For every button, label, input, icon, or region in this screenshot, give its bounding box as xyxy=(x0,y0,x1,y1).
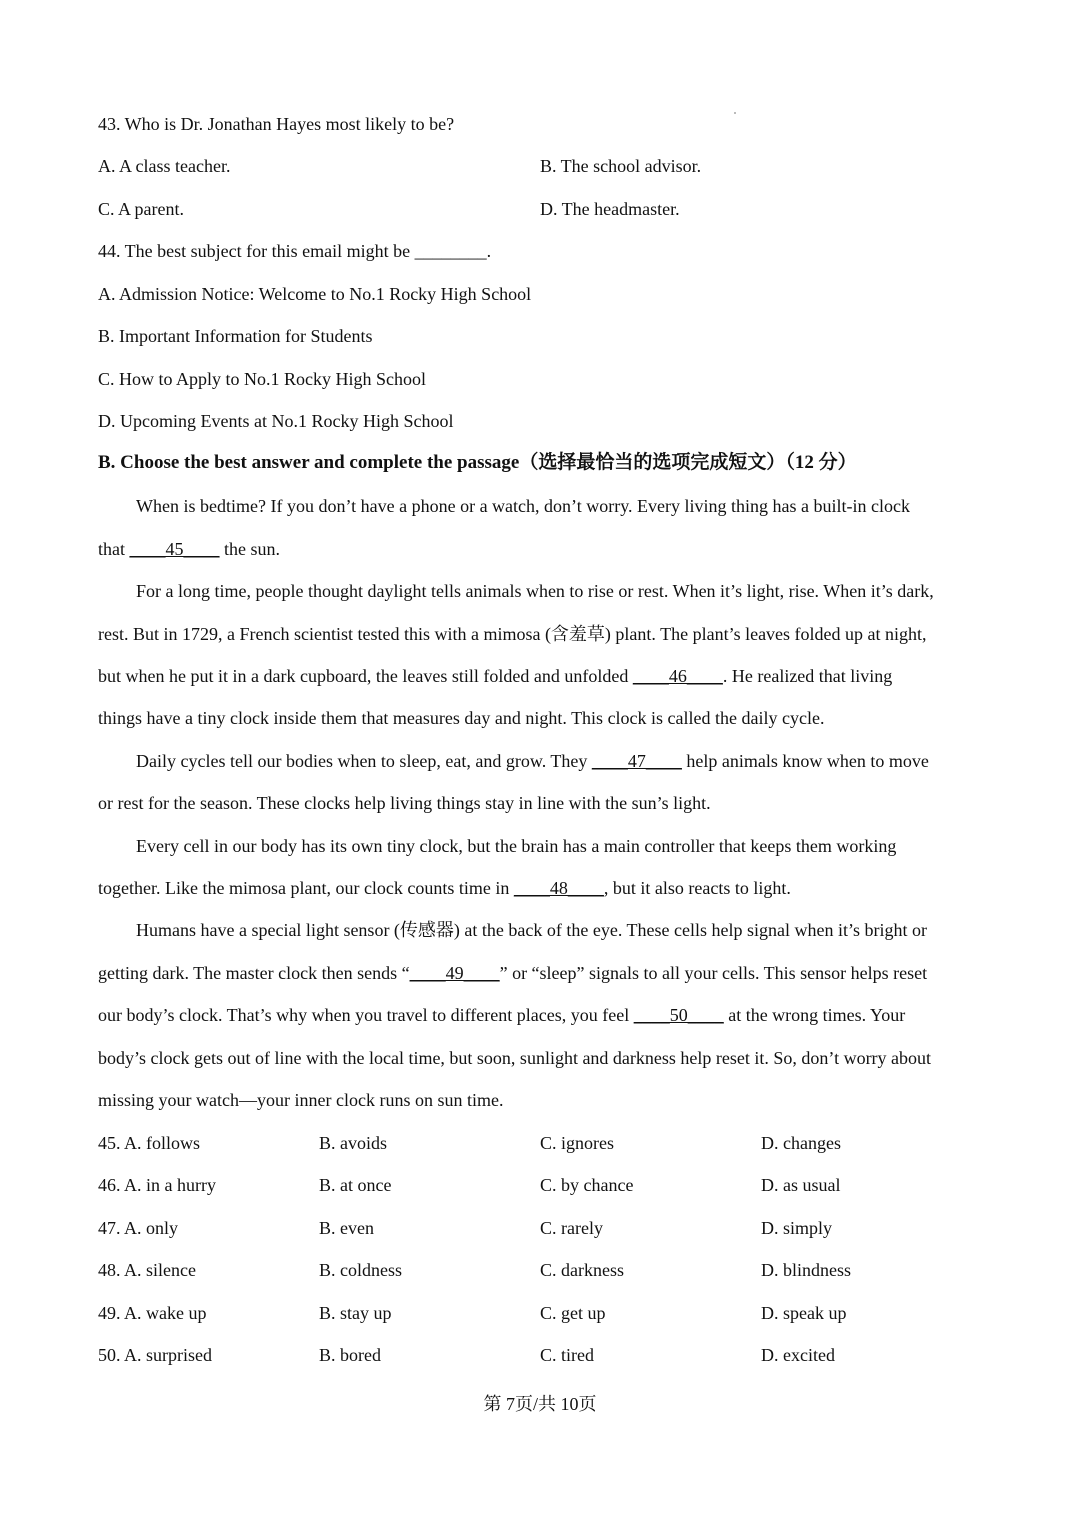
choice-48-d: D. blindness xyxy=(761,1260,851,1280)
passage-text: but when he put it in a dark cupboard, the leaves still folded and unfolded xyxy=(98,666,633,686)
q43-option-b: B. The school advisor. xyxy=(540,156,702,176)
passage-line xyxy=(98,664,892,688)
choice-49-b: B. stay up xyxy=(319,1303,392,1323)
choice-50-c: C. tired xyxy=(540,1345,594,1365)
passage-line: Humans have a special light sensor (传感器) at the back of the eye. These cells help signal when it’s bright or xyxy=(136,920,927,940)
choice-48-b: B. coldness xyxy=(319,1260,402,1280)
passage-text: Daily cycles tell our bodies when to sleep, eat, and grow. They xyxy=(136,751,592,771)
passage-text: at the wrong times. Your xyxy=(723,1005,906,1025)
choice-48-c: C. darkness xyxy=(540,1260,624,1280)
choice-47-c: C. rarely xyxy=(540,1218,603,1238)
q44-option-c: C. How to Apply to No.1 Rocky High School xyxy=(98,369,427,389)
passage-line: things have a tiny clock inside them that measures day and night. This clock is called the daily cycle. xyxy=(98,708,825,728)
passage-text: getting dark. The master clock then sends “ xyxy=(98,963,410,983)
blank-48: ____48____ xyxy=(513,878,604,898)
choice-47-b: B. even xyxy=(319,1218,374,1238)
q43-option-a: A. A class teacher. xyxy=(98,156,231,176)
passage-line xyxy=(98,1003,905,1027)
choice-47-d: D. simply xyxy=(761,1218,833,1238)
passage-text: , but it also reacts to light. xyxy=(603,878,791,898)
choice-50-d: D. excited xyxy=(761,1345,835,1365)
section-b-heading: B. Choose the best answer and complete the passage（选择最恰当的选项完成短文）（12 分） xyxy=(98,452,857,473)
passage-line xyxy=(98,961,927,985)
passage-text: our body’s clock. That’s why when you travel to different places, you feel xyxy=(98,1005,634,1025)
choice-49-a: 49. A. wake up xyxy=(98,1303,207,1323)
blank-49: ____49____ xyxy=(409,963,500,983)
passage-line: Every cell in our body has its own tiny clock, but the brain has a main controller that keeps them working xyxy=(136,836,897,856)
passage-line: rest. But in 1729, a French scientist tested this with a mimosa (含羞草) plant. The plant’s leaves folded up at night, xyxy=(98,624,927,644)
question-43-stem: 43. Who is Dr. Jonathan Hayes most likely to be? xyxy=(98,114,455,134)
q44-option-b: B. Important Information for Students xyxy=(98,326,373,346)
passage-line: For a long time, people thought daylight tells animals when to rise or rest. When it’s light, rise. When it’s dark, xyxy=(136,581,934,601)
choice-50-a: 50. A. surprised xyxy=(98,1345,212,1365)
passage-line: or rest for the season. These clocks help living things stay in line with the sun’s light. xyxy=(98,793,711,813)
q43-option-c: C. A parent. xyxy=(98,199,184,219)
choice-46-c: C. by chance xyxy=(540,1175,634,1195)
choice-45-d: D. changes xyxy=(761,1133,841,1153)
choice-50-b: B. bored xyxy=(319,1345,381,1365)
blank-47: ____47____ xyxy=(591,751,682,771)
passage-text: . He realized that living xyxy=(722,666,893,686)
choice-47-a: 47. A. only xyxy=(98,1218,179,1238)
question-44-stem: 44. The best subject for this email might be ________. xyxy=(98,241,492,261)
choice-49-d: D. speak up xyxy=(761,1303,847,1323)
blank-45: ____45____ xyxy=(129,539,220,559)
choice-45-b: B. avoids xyxy=(319,1133,388,1153)
q44-option-a: A. Admission Notice: Welcome to No.1 Rocky High School xyxy=(98,284,532,304)
choice-45-a: 45. A. follows xyxy=(98,1133,201,1153)
passage-line: missing your watch—your inner clock runs on sun time. xyxy=(98,1090,504,1110)
passage-line: body’s clock gets out of line with the local time, but soon, sunlight and darkness help reset it. So, don’t worry about xyxy=(98,1048,932,1068)
passage-text: that xyxy=(98,539,130,559)
passage-line xyxy=(98,537,280,561)
choice-45-c: C. ignores xyxy=(540,1133,614,1153)
choice-48-a: 48. A. silence xyxy=(98,1260,196,1280)
passage-line xyxy=(136,749,929,773)
choice-46-b: B. at once xyxy=(319,1175,392,1195)
q44-option-d: D. Upcoming Events at No.1 Rocky High School xyxy=(98,411,454,431)
passage-text: the sun. xyxy=(219,539,280,559)
q43-option-d: D. The headmaster. xyxy=(540,199,680,219)
blank-50: ____50____ xyxy=(633,1005,724,1025)
passage-text: help animals know when to move xyxy=(681,751,929,771)
scan-speck xyxy=(734,112,736,114)
passage-line xyxy=(98,876,791,900)
choice-49-c: C. get up xyxy=(540,1303,606,1323)
choice-46-d: D. as usual xyxy=(761,1175,841,1195)
choice-46-a: 46. A. in a hurry xyxy=(98,1175,216,1195)
page-number: 第 7页/共 10页 xyxy=(483,1394,597,1414)
blank-46: ____46____ xyxy=(632,666,723,686)
passage-text: ” or “sleep” signals to all your cells. This sensor helps reset xyxy=(499,963,928,983)
passage-line: When is bedtime? If you don’t have a phone or a watch, don’t worry. Every living thing has a built-in clock xyxy=(136,496,910,516)
passage-text: together. Like the mimosa plant, our clock counts time in xyxy=(98,878,514,898)
